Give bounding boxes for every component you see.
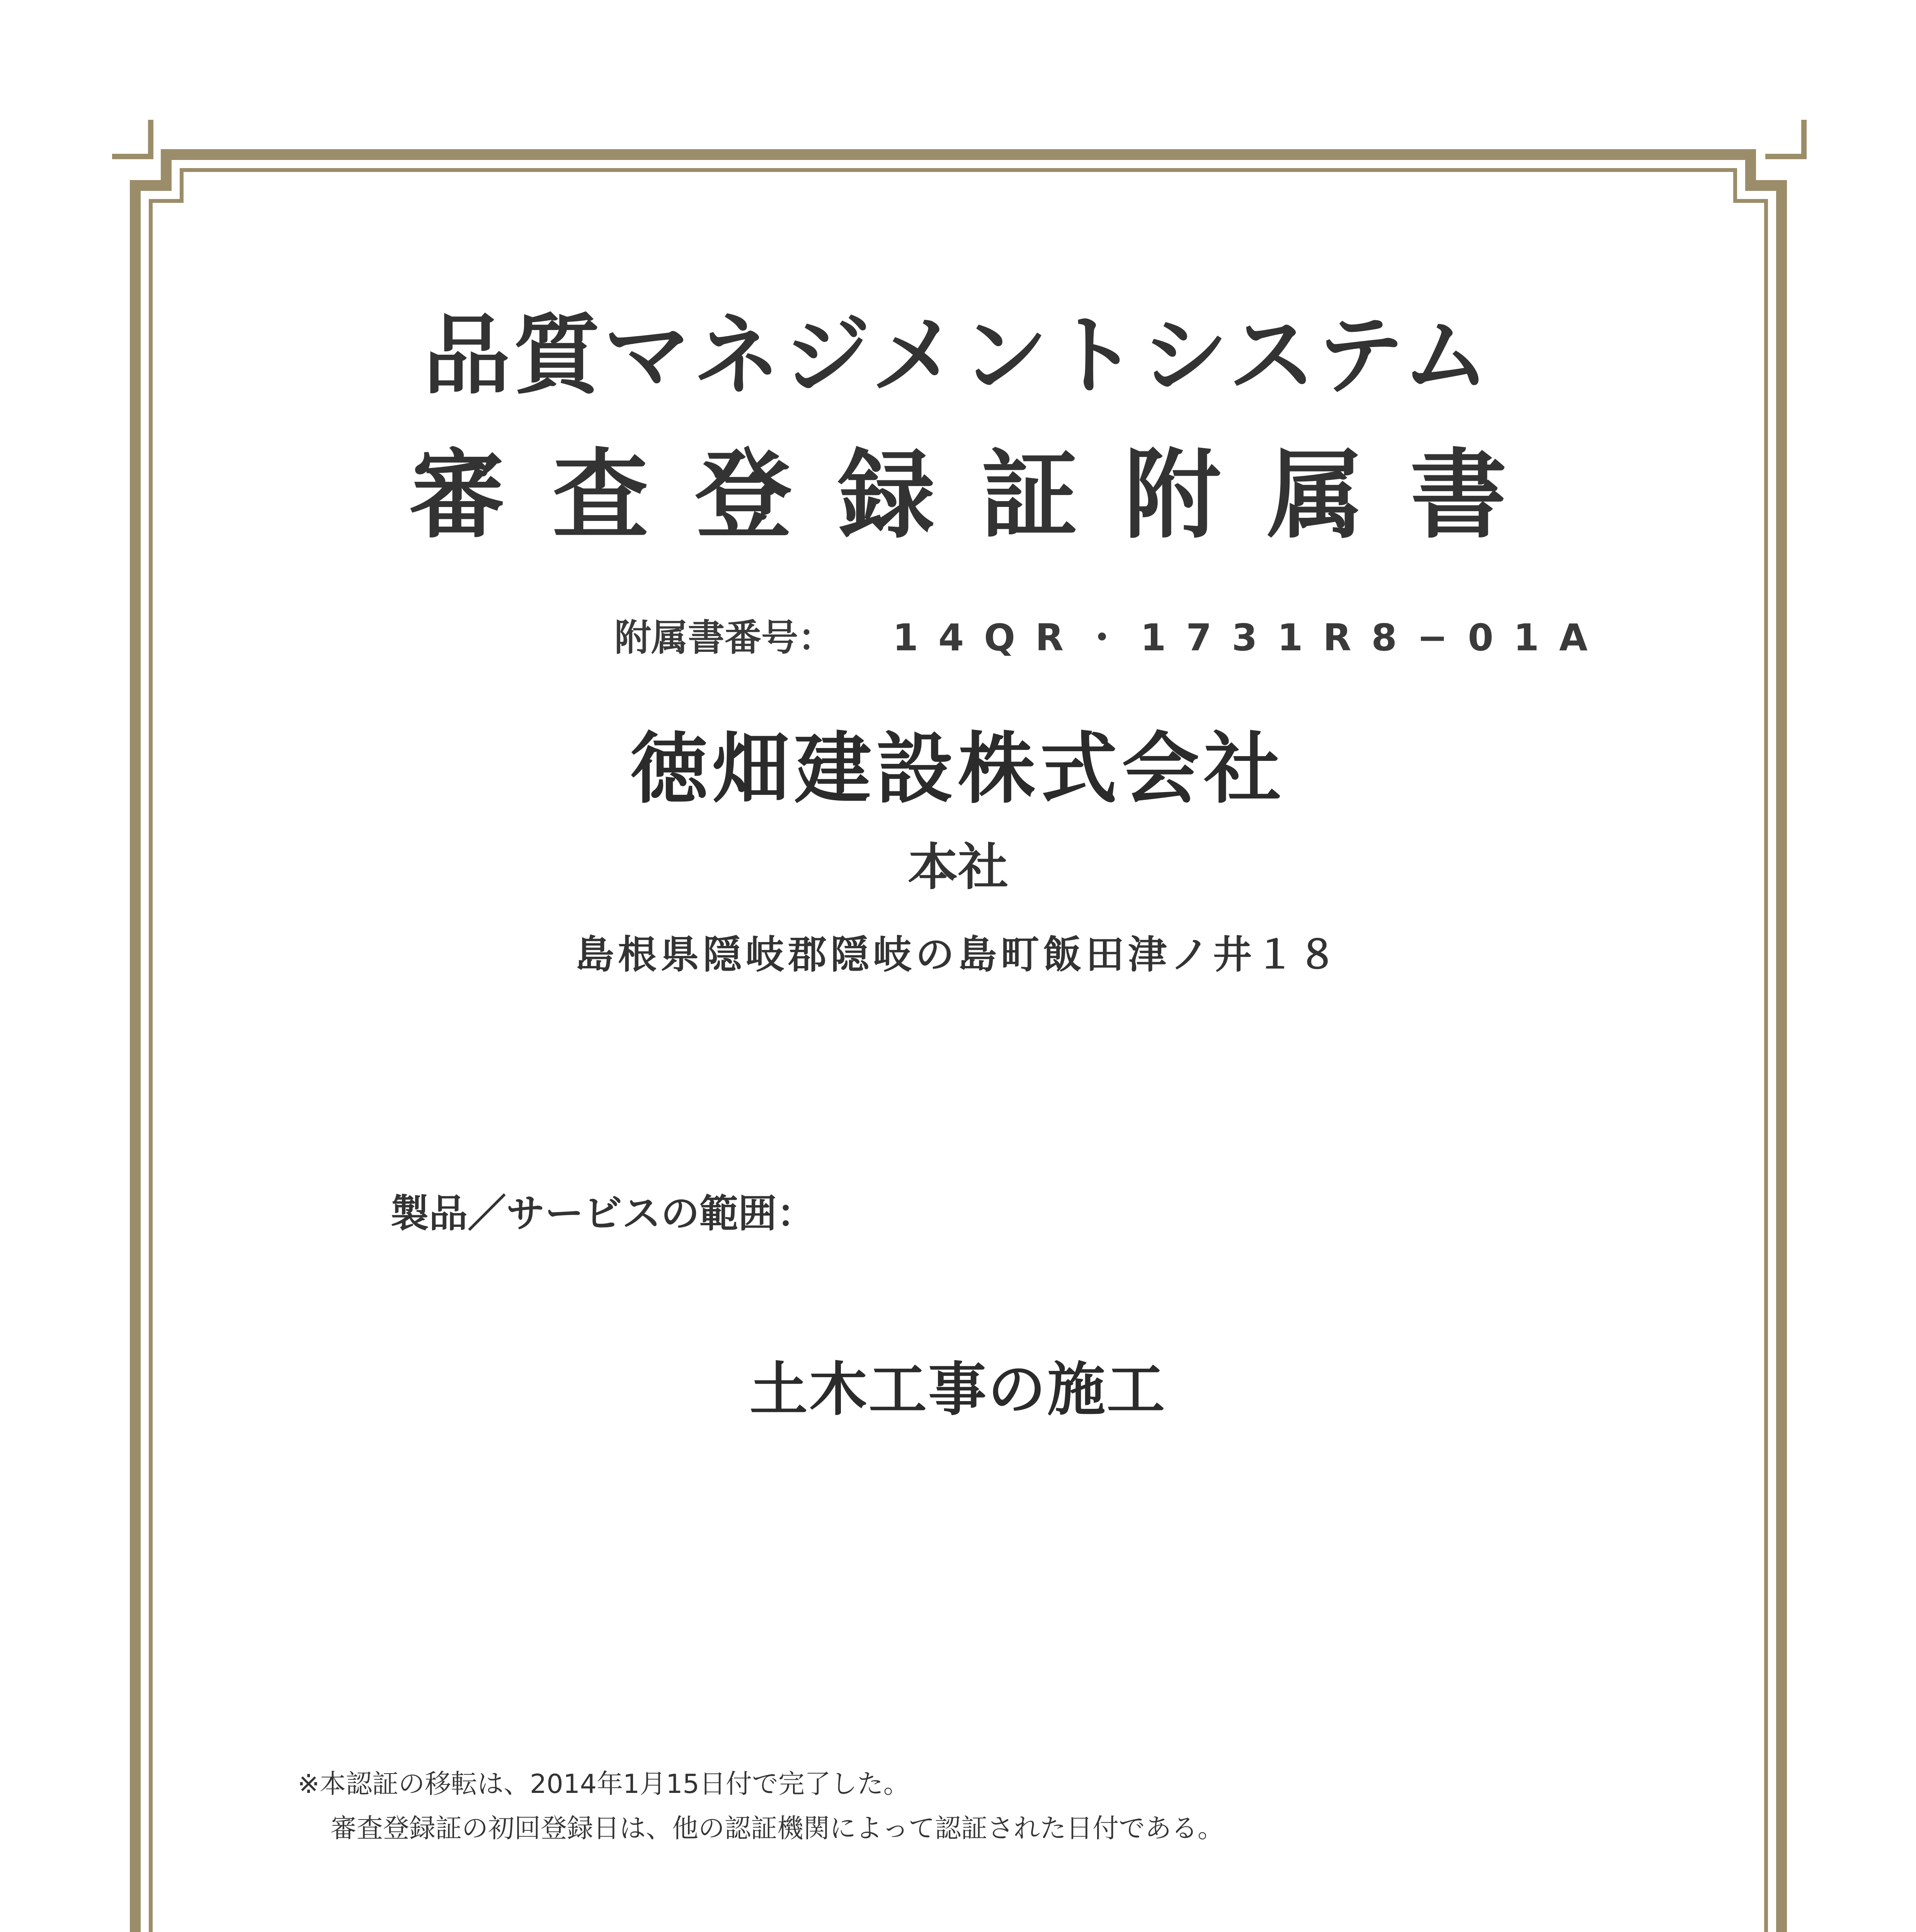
scope-label: 製品／サービスの範囲：: [390, 1191, 815, 1236]
scope-value: 土木工事の施工: [749, 1356, 1166, 1423]
transfer-note: [298, 1762, 1224, 1851]
title-line-1: 品質マネジメントシステム: [423, 305, 1493, 406]
annex-number-value: 14QR・1731R8−01A: [893, 617, 1608, 659]
company-name: 徳畑建設株式会社: [630, 724, 1286, 814]
note-line-1: ※本認証の移転は、2014年1月15日付で完了した。: [298, 1769, 910, 1799]
note-line-2: 審査登録証の初回登録日は、他の認証機関によって認証された日付である。: [330, 1813, 1224, 1844]
annex-number-label: 附属書番号：: [614, 617, 835, 659]
company-address: 島根県隠岐郡隠岐の島町飯田津ノ井１８: [575, 932, 1341, 977]
annex-number-row: [614, 609, 1608, 661]
issue-date-row: [927, 1928, 1580, 1932]
site-name: 本社: [907, 838, 1008, 896]
title-line-2: 審査登録証附属書: [409, 439, 1553, 551]
